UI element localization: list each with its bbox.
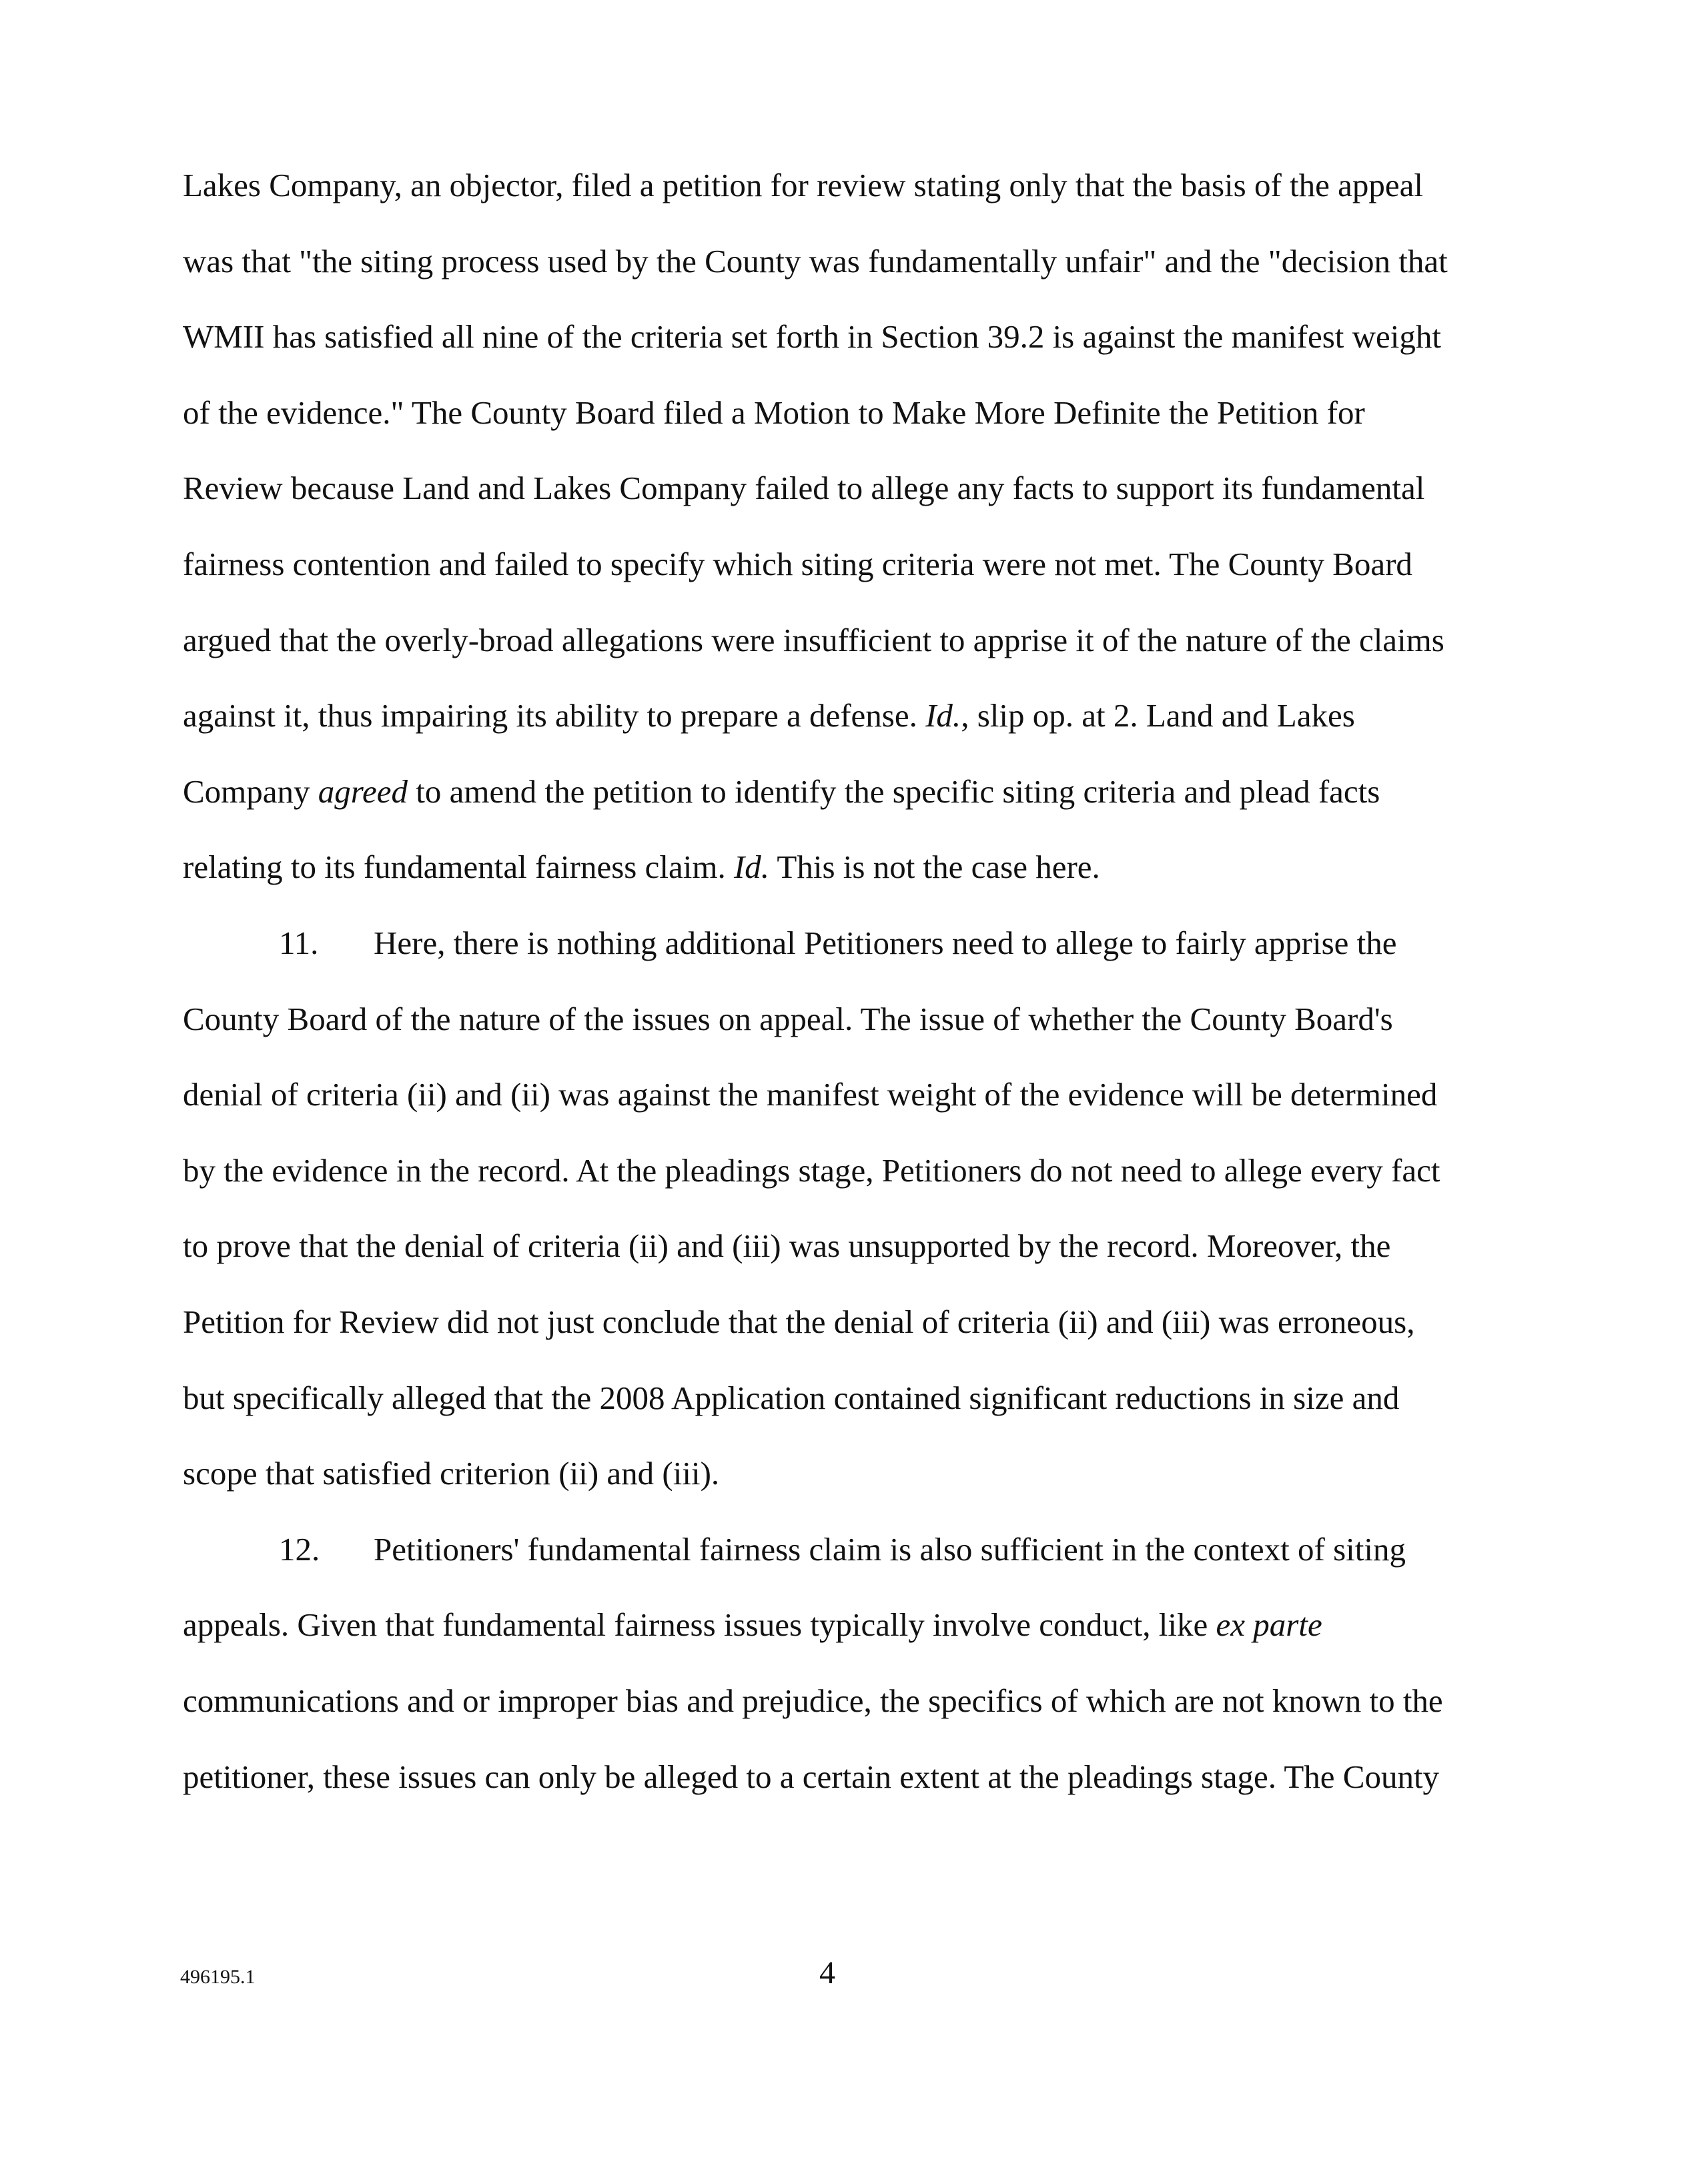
text-line	[183, 1681, 1443, 1721]
text-line	[279, 1530, 1406, 1570]
text-segment: by the evidence in the record. At the pleadings stage, Petitioners do not need to allege every fact	[183, 1151, 1440, 1189]
italic-text: Id.	[733, 849, 770, 886]
text-segment: This is not the case here.	[769, 849, 1100, 886]
paragraph-number: 12.	[279, 1530, 320, 1568]
text-segment: relating to its fundamental fairness claim.	[183, 849, 734, 886]
text-line	[183, 772, 1380, 812]
text-segment: , slip op. at 2. Land and Lakes	[961, 697, 1355, 734]
text-segment: Company	[183, 772, 318, 810]
paragraph-number: 11.	[279, 925, 319, 961]
text-segment: against it, thus impairing its ability to prepare a defense.	[183, 697, 926, 734]
text-segment: but specifically alleged that the 2008 Application contained significant reductions in size and	[183, 1379, 1400, 1416]
text-segment: of the evidence." The County Board filed a Motion to Make More Definite the Petition for	[183, 394, 1365, 431]
text-segment: County Board of the nature of the issues on appeal. The issue of whether the County Board's	[183, 1000, 1393, 1037]
italic-text: Id.	[925, 697, 961, 734]
text-segment: communications and or improper bias and prejudice, the specifics of which are not known to the	[183, 1682, 1443, 1719]
text-line	[183, 696, 1355, 736]
text-line	[183, 847, 1100, 887]
text-line	[183, 620, 1444, 660]
text-segment: denial of criteria (ii) and (ii) was against the manifest weight of the evidence will be determined	[183, 1076, 1438, 1113]
text-line	[183, 999, 1393, 1039]
footer-page-number: 4	[819, 1955, 835, 1991]
text-line	[279, 923, 1397, 963]
text-line	[183, 1226, 1390, 1266]
footer-document-id: 496195.1	[180, 1966, 256, 1988]
text-line	[183, 544, 1412, 584]
text-line	[183, 1151, 1440, 1191]
text-segment: to amend the petition to identify the specific siting criteria and plead facts	[408, 772, 1380, 810]
text-line	[183, 1378, 1399, 1418]
text-line	[183, 393, 1365, 433]
text-segment: fairness contention and failed to specify which siting criteria were not met. The County Board	[183, 546, 1412, 582]
italic-text: agreed	[318, 772, 408, 810]
text-segment: to prove that the denial of criteria (ii) and (iii) was unsupported by the record. Moreover, the	[183, 1227, 1391, 1265]
text-segment: argued that the overly-broad allegations were insufficient to apprise it of the nature of the claims	[183, 621, 1444, 658]
text-segment: Petitioners' fundamental fairness claim is also sufficient in the context of siting	[374, 1530, 1406, 1568]
text-segment: appeals. Given that fundamental fairness issues typically involve conduct, like	[183, 1606, 1216, 1644]
text-line	[183, 1075, 1437, 1115]
text-line	[183, 165, 1423, 205]
text-line	[183, 468, 1424, 508]
text-segment: was that "the siting process used by the County was fundamentally unfair" and the "decision that	[183, 242, 1448, 280]
text-segment: Lakes Company, an objector, filed a petition for review stating only that the basis of the appeal	[183, 167, 1424, 203]
text-line	[183, 1757, 1439, 1797]
text-line	[183, 317, 1441, 357]
text-segment: Review because Land and Lakes Company failed to allege any facts to support its fundamental	[183, 470, 1425, 507]
text-segment: scope that satisfied criterion (ii) and (iii).	[183, 1455, 720, 1492]
text-line	[183, 241, 1448, 282]
text-segment: WMII has satisfied all nine of the criteria set forth in Section 39.2 is against the manifest weight	[183, 318, 1441, 356]
text-segment: Here, there is nothing additional Petitioners need to allege to fairly apprise the	[374, 925, 1397, 961]
text-segment: petitioner, these issues can only be alleged to a certain extent at the pleadings stage. The County	[183, 1758, 1440, 1795]
text-line	[183, 1454, 719, 1494]
text-line	[183, 1302, 1415, 1342]
italic-text: ex parte	[1216, 1606, 1322, 1644]
text-line	[183, 1605, 1322, 1645]
text-segment: Petition for Review did not just conclude that the denial of criteria (ii) and (iii) was erroneous,	[183, 1303, 1415, 1340]
